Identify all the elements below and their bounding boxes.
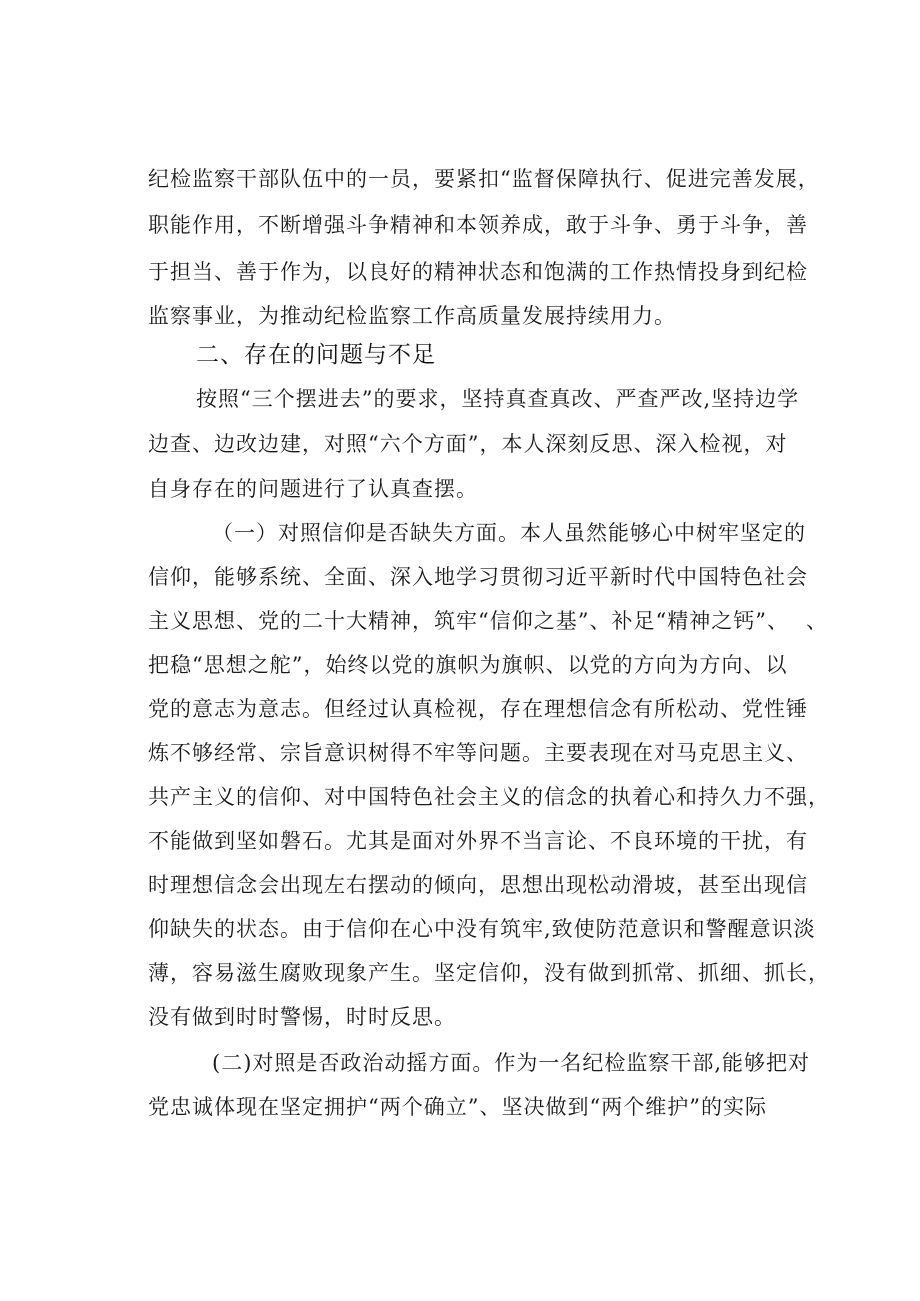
paragraph-3-line-6: 炼不够经常、宗旨意识树得不牢等问题。主要表现在对马克思主义、 <box>148 741 808 765</box>
paragraph-2-line-3: 自身存在的问题进行了认真查摆。 <box>148 477 478 501</box>
paragraph-2-line-1: 按照“三个摆进去”的要求，坚持真查真改、严查严改,坚持边学 <box>196 387 800 411</box>
paragraph-3-line-1: （一）对照信仰是否缺失方面。本人虽然能够心中树牢坚定的 <box>212 521 806 545</box>
paragraph-3-line-3-text: 主义思想、党的二十大精神，筑牢“信仰之基”、补足“精神之钙”、 <box>148 609 789 633</box>
paragraph-3-line-11-text: 薄，容易滋生腐败现象产生。坚定信仰，没有做到抓常、抓细、抓长 <box>148 961 808 985</box>
paragraph-1-line-1-trailing: ， <box>797 167 820 191</box>
paragraph-1-line-4: 监察事业，为推动纪检监察工作高质量发展持续用力。 <box>148 304 676 328</box>
paragraph-3-line-7 <box>148 783 830 811</box>
paragraph-3-line-8: 不能做到坚如磐石。尤其是面对外界不当言论、不良环境的干扰，有 <box>148 829 808 853</box>
paragraph-3-line-5: 党的意志为意志。但经过认真检视，存在理想信念有所松动、党性锤 <box>148 697 808 721</box>
paragraph-2-line-2: 边查、边改边建，对照“六个方面”，本人深刻反思、深入检视，对 <box>148 432 788 456</box>
paragraph-3-line-12: 没有做到时时警惕，时时反思。 <box>148 1005 456 1029</box>
paragraph-3-line-3-trailing: 、 <box>806 609 827 633</box>
paragraph-3-line-4: 把稳“思想之舵”，始终以党的旗帜为旗帜、以党的方向为方向、以 <box>148 653 788 677</box>
paragraph-1-line-1-text: 纪检监察干部队伍中的一员，要紧扣“监督保障执行、促进完善发展 <box>148 167 798 191</box>
paragraph-4-line-2: 党忠诚体现在坚定拥护“两个确立”、坚决做到“两个维护”的实际 <box>148 1095 767 1119</box>
paragraph-4-line-1: (二)对照是否政治动摇方面。作为一名纪检监察干部,能够把对 <box>212 1051 811 1075</box>
paragraph-1-line-3: 于担当、善于作为，以良好的精神状态和饱满的工作热情投身到纪检 <box>148 260 808 284</box>
section-heading: 二、存在的问题与不足 <box>196 342 436 368</box>
paragraph-3-line-11 <box>148 959 830 987</box>
paragraph-3-line-7-text: 共产主义的信仰、对中国特色社会主义的信念的执着心和持久力不强 <box>148 785 808 809</box>
paragraph-3-line-9: 时理想信念会出现左右摆动的倾向，思想出现松动滑坡，甚至出现信 <box>148 873 808 897</box>
paragraph-3-line-11-trailing: ， <box>808 961 830 985</box>
paragraph-1-line-1 <box>148 165 828 193</box>
paragraph-3-line-10: 仰缺失的状态。由于信仰在心中没有筑牢,致使防范意识和警醒意识淡 <box>148 917 816 941</box>
paragraph-3-line-3 <box>148 607 789 635</box>
paragraph-3-line-7-trailing: ， <box>808 785 830 809</box>
paragraph-3-line-2: 信仰，能够系统、全面、深入地学习贯彻习近平新时代中国特色社会 <box>148 565 808 589</box>
paragraph-1-line-2: 职能作用，不断增强斗争精神和本领养成，敢于斗争、勇于斗争，善 <box>148 213 808 237</box>
